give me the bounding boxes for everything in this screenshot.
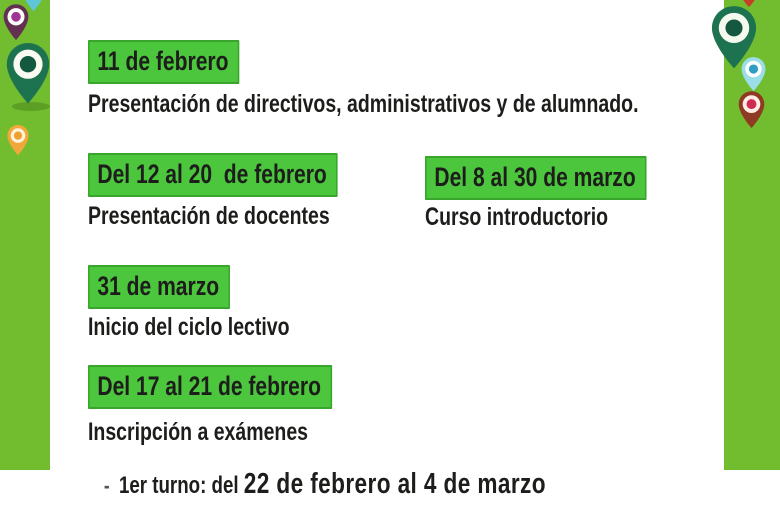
left-border-strip — [0, 0, 50, 470]
event-description: Curso introductorio — [425, 203, 609, 231]
exam-turn-prefix: 1er turno: del — [118, 472, 244, 499]
event-date-badge: 31 de marzo — [88, 265, 230, 309]
exam-turn-date-range: 22 de febrero al 4 de marzo — [243, 468, 546, 500]
right-border-strip — [724, 0, 780, 470]
event-date-badge: Del 8 al 30 de marzo — [425, 156, 647, 200]
event-date-badge: Del 17 al 21 de febrero — [88, 365, 332, 409]
event-description: Inscripción a exámenes — [88, 418, 309, 446]
exam-turn-line — [90, 450, 546, 519]
event-description: Presentación de docentes — [88, 202, 330, 230]
event-description: Presentación de directivos, administrativos y de alumnado. — [88, 90, 639, 118]
event-description: Inicio del ciclo lectivo — [88, 313, 290, 341]
event-date-badge: Del 12 al 20 de febrero — [88, 153, 338, 197]
bullet-dash: - — [103, 473, 110, 498]
event-date-badge: 11 de febrero — [88, 40, 239, 84]
